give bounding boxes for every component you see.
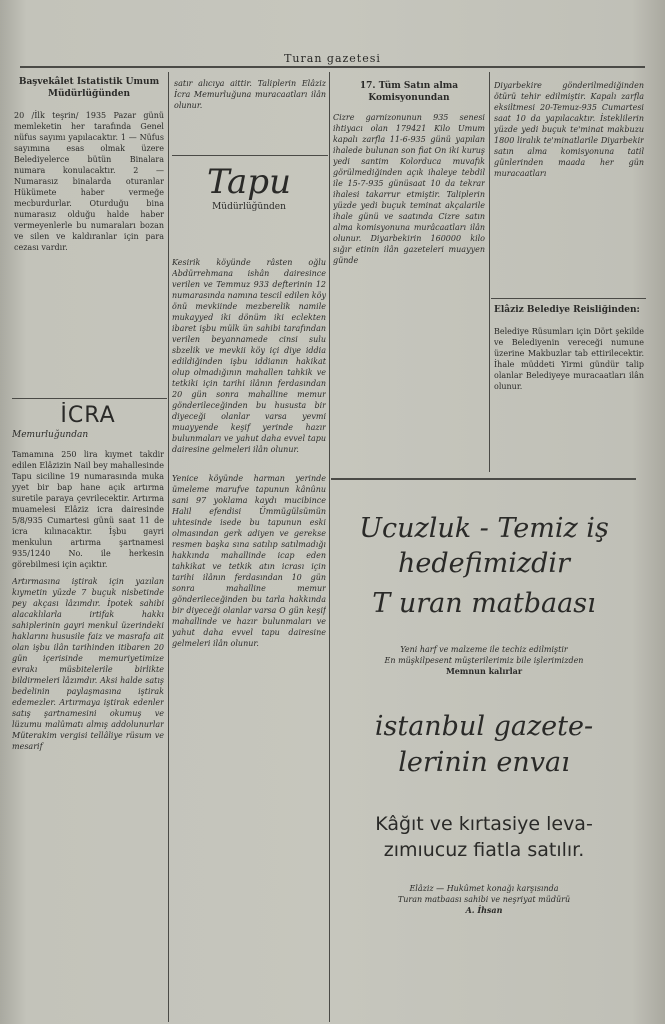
ad-line-1: Ucuzluk - Temiz iş bbox=[359, 513, 609, 544]
ad-small-2: En müşkilpesent müşterilerimiz bile işlerimizden bbox=[384, 656, 584, 665]
col2-tapu bbox=[172, 162, 326, 1020]
top-rule bbox=[20, 66, 645, 68]
statistics-heading: Başvekâlet İstatistik Umum Müdürlüğünden bbox=[18, 77, 160, 99]
ad-footer-3: A. İhsan bbox=[465, 905, 503, 915]
col-divider-2 bbox=[329, 72, 330, 1022]
col1-icra bbox=[12, 402, 164, 1020]
icra-body-2: Artırmasına iştirak için yazılan kıymetin yüzde 7 buçuk nisbetinde pey akçası lâzımdır. İpotek sahibi alacaklılarla irtifak hakkı sahiplerinin gayri menkul üzerindeki haklarını hususile faiz ve masrafa ait olan işbu ilân tarihinden itibaren 20 gün içerisinde memuriyetimize evrakı müsbitelerile birlikte bildirmeleri lâzımdır. Aksi halde satış bedelinin paylaşmasına iştirak edemezler. Artırmaya iştirak edenler satış şartnamesini okumuş ve lüzumu malûmatı almış addolunurlar Müterakim vergisi tellâliye rüsum ve mesarif bbox=[12, 577, 164, 751]
ad-small-3: Memnun kalırlar bbox=[445, 666, 523, 676]
masthead: Turan gazetesi bbox=[284, 52, 381, 65]
ad-line-7: zımıucuz fiatla satılır. bbox=[383, 839, 585, 861]
icra-body: Tamamına 250 lira kıymet takdir edilen Elâzizin Nail bey mahallesinde Tapu siciline 19 numarasında muka yyet bir bap hane açık artırma suretile paraya çevrilecektir. Artırma muamelesi Elâziz icra dairesinde 5/8/935 Cumartesi günü saat 11 de icra kılınacaktır. İşbu gayri menkulun artırma şartnamesi 935/1240 No. ile herkesin görebilmesi için açıktır. bbox=[12, 450, 164, 569]
icra-continued: satır alıcıya aittir. Taliplerin Elâziz İcra Memurluğuna muracaatları ilân olunur. bbox=[174, 79, 326, 110]
procurement-body: Cizre garnizonunun 935 senesi ihtiyacı olan 179421 Kilo Umum kapalı zarfla 11-6-935 günü yapılan ihalede bulunan son fiat On iki kuruş yedi santim Kolorduca muvafık görülmediğinden açık ihaleye tebdil ile 15-7-935 günüsaat 10 da tekrar ihalesi takarrur etmiştir. Taliplerin yüzde yedi buçuk teminat akçalarile ihale günü ve saatında Cizre satın alma komisyonuna murâcaatları ilân olunur. Diyarbekirin 160000 kilo sığır etinin ilân gazeteleri muayyen günde bbox=[333, 113, 485, 265]
col4-hrule bbox=[491, 298, 646, 299]
ad-line-5: lerinin envaı bbox=[398, 747, 570, 778]
diyarbekir-body: Diyarbekire gönderilmediğinden ötürü tehir edilmiştir. Kapalı zarfla eksiltmesi 20-Temuz-935 Cumartesi saat 10 da yapılacaktır. İsteklilerin yüzde yedi buçuk te'minat makbuzu 1800 liralık te'minatlarile Diyarbekir satın alma komisyonuna tatil günlerinden maada her gün muracaatları bbox=[494, 81, 644, 178]
statistics-body: 20 /İlk teşrin/ 1935 Pazar günü memleketin her tarafında Genel nüfus sayımı yapılacaktır. 1 — Nüfus sayımına esas olmak üzere Belediyelerce bütün Binalara numara konulacaktır. 2 — Numarasız binalarda oturanlar Hükümete haber vermeğe mecburdurlar. Oturduğu bina numarasız olduğu halde haber vermeyenlerle bu numaraları bozan ve silen ve kaldıranlar için para cezası vardır. bbox=[14, 111, 164, 252]
ad-footer-2: Turan matbaası sahibi ve neşriyat müdürü bbox=[397, 895, 571, 904]
ad-line-6: Kâğıt ve kırtasiye leva- bbox=[375, 813, 593, 835]
advertisement bbox=[334, 484, 634, 1020]
col3 bbox=[333, 80, 485, 472]
ad-footer-1: Elâziz — Hukûmet konağı karşısında bbox=[409, 884, 559, 893]
tapu-body-2: Yenice köyünde harman yerinde ümeleme marufve tapunun kânûnu sani 97 yoklama kaydı mucibince Halil efendisi Ümmügülsümün uhtesinde isede bu tapunun eski olmasından gerk adiyen ve gerekse resmen başka sına satılıp satılmadığı hakkında mahallinde icap eden tahkikat ve tetkik atın icrası için tarihi ilânın ferdasından 10 gün sonra mahalline memur gönderileceğinden bu tarla hakkında bir diyeceği olanlar varsa O gün keşif mahallinde ve hazır bulunmaları ve yahut daha evvel tapu dairesine gelmeleri ilân olunur. bbox=[172, 474, 326, 648]
icra-title: İCRA bbox=[60, 403, 116, 428]
col2-hrule bbox=[172, 155, 328, 156]
col2-top bbox=[174, 78, 326, 148]
ad-small-1: Yeni harf ve malzeme ile techiz edilmiştir bbox=[400, 645, 568, 654]
icra-subtitle: Memurluğundan bbox=[12, 430, 89, 440]
col-divider-1 bbox=[168, 72, 169, 1022]
ad-line-2: hedefimizdir bbox=[398, 548, 570, 579]
tapu-subtitle: Müdürlüğünden bbox=[212, 202, 286, 212]
procurement-heading: 17. Tüm Satın alma Komisyonundan bbox=[359, 81, 459, 103]
belediye-heading: Elâziz Belediye Reisliğinden: bbox=[494, 305, 640, 315]
belediye-body: Belediye Rüsumları için Dört şekilde ve Belediyenin vereceği numune üzerine Makbuzlar tab ettirilecektir. İhale müddeti Yirmi gündür talip olanlar Belediyeye muracaatları ilân olunur. bbox=[494, 327, 644, 391]
tapu-body: Kesirik köyünde râsten oğlu Abdürrehmana ishân dairesince verilen ve Temmuz 933 defterinin 12 numarasında namına tescil edilen köy önü mevkiinde mezberelik namile mukayyed iki dönüm iki eclekten ibaret işbu mülk ün sahibi tarafından verilen beyannamede cinsi sulu sbzelik ve mevkii köy içi diye iddia edildiğinden işbu iddianın hakikat olup olmadığının mahallen tahkik ve tetkiki için tarihi ilânın ferdasından 20 gün sonra mahalline memur gönderileceğinden bu hususta bir diyeceği olanlar varsa yevmi muayyende keşif yerinde hazır bulunmaları ve yahut daha evvel tapu dairesine gelmeleri ilân olunur. bbox=[172, 258, 326, 454]
ad-line-3: T uran matbaası bbox=[372, 588, 596, 619]
ad-top-rule bbox=[331, 478, 636, 480]
col4-top bbox=[494, 80, 644, 292]
col1-hrule bbox=[12, 398, 167, 399]
col-divider-3 bbox=[489, 72, 490, 472]
ad-line-4: istanbul gazete- bbox=[374, 711, 594, 742]
col1-top bbox=[14, 76, 164, 394]
col4-belediye bbox=[494, 304, 644, 472]
tapu-title: Tapu bbox=[207, 162, 291, 202]
